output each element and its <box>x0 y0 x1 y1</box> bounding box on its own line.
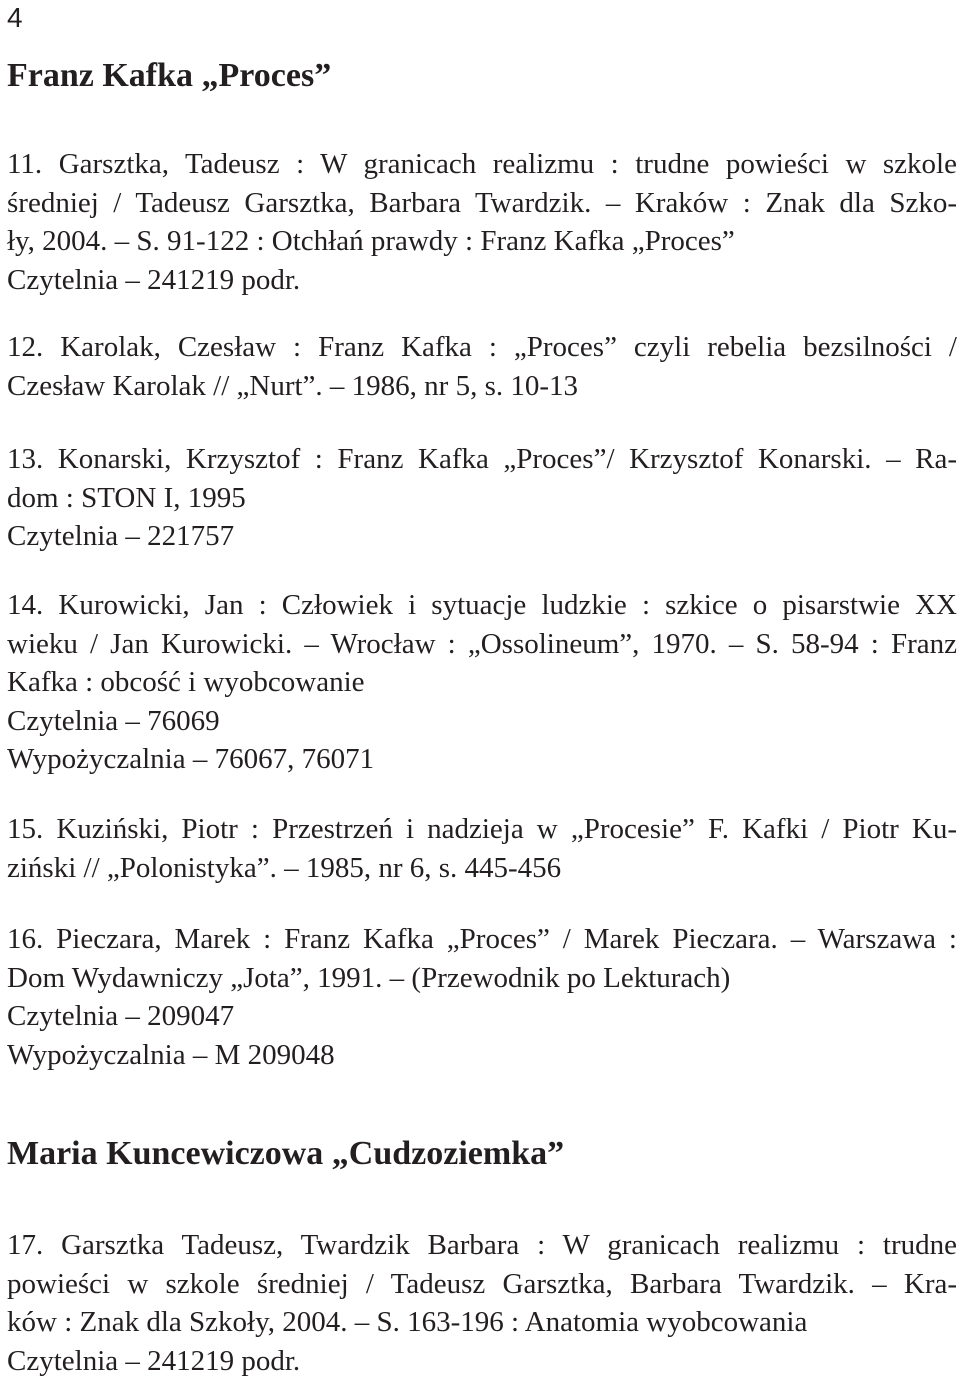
entry-line: 13. Konarski, Krzysztof : Franz Kafka „Proces”/ Krzysztof Konarski. – Ra- <box>7 440 957 479</box>
entry-line: powieści w szkole średniej / Tadeusz Garsztka, Barbara Twardzik. – Kra- <box>7 1265 957 1304</box>
entry-line: 15. Kuziński, Piotr : Przestrzeń i nadzieja w „Procesie” F. Kafki / Piotr Ku- <box>7 810 957 849</box>
bibliography-entry-15 <box>7 810 957 887</box>
entry-line: Czytelnia – 76069 <box>7 702 957 741</box>
section-title-kafka: Franz Kafka „Proces” <box>7 54 331 98</box>
entry-line: Kafka : obcość i wyobcowanie <box>7 663 957 702</box>
entry-line: 11. Garsztka, Tadeusz : W granicach realizmu : trudne powieści w szkole <box>7 145 957 184</box>
entry-line: wieku / Jan Kurowicki. – Wrocław : „Ossolineum”, 1970. – S. 58-94 : Franz <box>7 625 957 664</box>
entry-line: ły, 2004. – S. 91-122 : Otchłań prawdy : Franz Kafka „Proces” <box>7 222 957 261</box>
entry-line: Czytelnia – 241219 podr. <box>7 261 957 300</box>
entry-line: Czytelnia – 241219 podr. <box>7 1342 957 1380</box>
entry-line: Czytelnia – 221757 <box>7 517 957 556</box>
bibliography-entry-16 <box>7 920 957 1074</box>
entry-line: dom : STON I, 1995 <box>7 479 957 518</box>
bibliography-entry-11 <box>7 145 957 299</box>
entry-line: ków : Znak dla Szkoły, 2004. – S. 163-196 : Anatomia wyobcowania <box>7 1303 957 1342</box>
entry-line: Czytelnia – 209047 <box>7 997 957 1036</box>
page-number: 4 <box>7 0 23 36</box>
entry-line: 12. Karolak, Czesław : Franz Kafka : „Proces” czyli rebelia bezsilności / <box>7 328 957 367</box>
entry-line: Wypożyczalnia – M 209048 <box>7 1036 957 1075</box>
entry-line: 17. Garsztka Tadeusz, Twardzik Barbara : W granicach realizmu : trudne <box>7 1226 957 1265</box>
entry-line: ziński // „Polonistyka”. – 1985, nr 6, s. 445-456 <box>7 849 957 888</box>
entry-line: Dom Wydawniczy „Jota”, 1991. – (Przewodnik po Lekturach) <box>7 959 957 998</box>
entry-line: Czesław Karolak // „Nurt”. – 1986, nr 5, s. 10-13 <box>7 367 957 406</box>
entry-line: średniej / Tadeusz Garsztka, Barbara Twardzik. – Kraków : Znak dla Szko- <box>7 184 957 223</box>
entry-line: Wypożyczalnia – 76067, 76071 <box>7 740 957 779</box>
bibliography-entry-14 <box>7 586 957 779</box>
bibliography-entry-12 <box>7 328 957 405</box>
entry-line: 16. Pieczara, Marek : Franz Kafka „Proces” / Marek Pieczara. – Warszawa : <box>7 920 957 959</box>
bibliography-entry-17 <box>7 1226 957 1380</box>
section-title-kuncewiczowa: Maria Kuncewiczowa „Cudzoziemka” <box>7 1132 564 1176</box>
entry-line: 14. Kurowicki, Jan : Człowiek i sytuacje ludzkie : szkice o pisarstwie XX <box>7 586 957 625</box>
bibliography-entry-13 <box>7 440 957 556</box>
